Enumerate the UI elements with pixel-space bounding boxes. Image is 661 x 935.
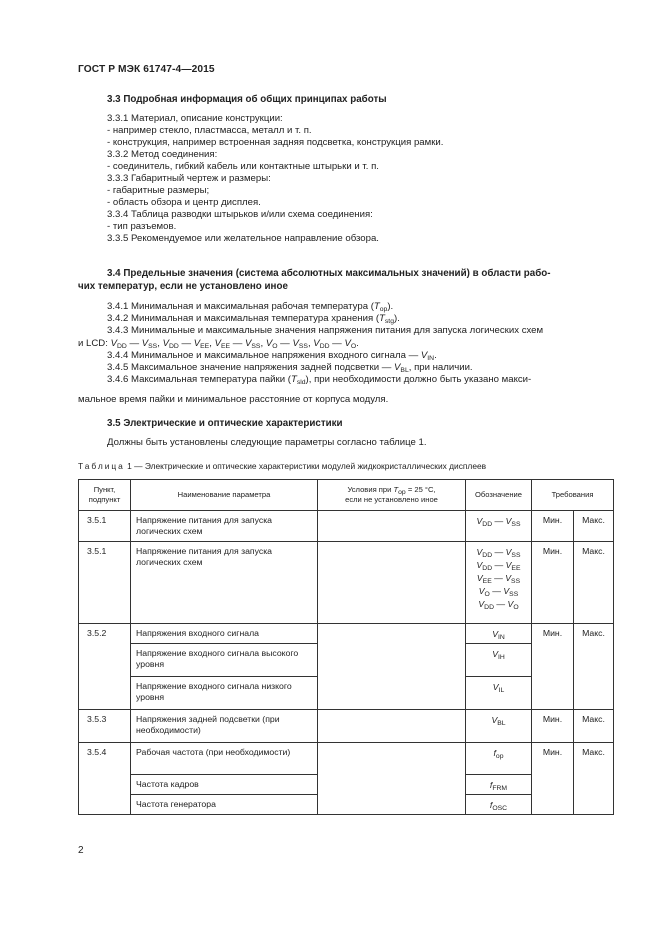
section-3-3-body	[107, 113, 443, 245]
section-3-4-body	[107, 301, 543, 337]
header-item: Пункт, подпункт	[79, 480, 131, 511]
text-line: 3.3.4 Таблица разводки штырьков и/или схема соединения:	[107, 209, 373, 220]
designation-cell: $f_{op}$	[466, 743, 532, 775]
designation-cell: $V_{IH}$	[466, 644, 532, 677]
item-number: 3.5.1	[79, 511, 131, 542]
conditions-cell	[318, 542, 466, 624]
para-3-4-2: 3.4.2 Минимальная и максимальная температура хранения $(T_{stg})$.	[107, 313, 400, 325]
para-3-4-1: 3.4.1 Минимальная и максимальная рабочая температура $(T_{op})$.	[107, 301, 394, 313]
table-row	[79, 710, 614, 743]
text-line: - габаритные размеры;	[107, 185, 210, 196]
conditions-cell	[318, 710, 466, 743]
table-row	[79, 743, 614, 775]
min-cell: Мин.	[532, 710, 574, 743]
max-cell: Макс.	[574, 511, 614, 542]
document-header: ГОСТ Р МЭК 61747-4—2015	[78, 64, 215, 75]
text-line: - область обзора и центр дисплея.	[107, 197, 261, 208]
section-3-5-heading: 3.5 Электрические и оптические характеристики	[107, 418, 343, 429]
table-row	[79, 542, 614, 624]
designation-cell: $f_{OSC}$	[466, 795, 532, 815]
max-cell: Макс.	[574, 624, 614, 710]
text-line: 3.3.2 Метод соединения:	[107, 149, 218, 160]
designation-cell: $f_{FRM}$	[466, 775, 532, 795]
text-line: - тип разъемов.	[107, 221, 177, 232]
para-3-4-4: 3.4.4 Минимальное и максимальное напряжения входного сигнала — $V_{IN}$.	[107, 350, 437, 362]
text-line: 3.3.1 Материал, описание конструкции:	[107, 113, 283, 124]
designation-line: $V_O$ — $V_{SS}$	[478, 586, 519, 598]
table-header-row	[79, 480, 614, 511]
max-cell: Макс.	[574, 542, 614, 624]
header-conditions: Условия при $T_{op} = 25$ °С, если не установлено иное	[318, 480, 466, 511]
designation-line: $V_{DD}$ — $V_O$	[478, 599, 519, 611]
designation-cell	[466, 542, 532, 624]
table-caption: Таблица 1 — Электрические и оптические характеристики модулей жидкокристаллических дисплеев	[78, 461, 487, 471]
max-cell: Макс.	[574, 743, 614, 815]
designation-cell: $V_{IL}$	[466, 677, 532, 710]
text-line: 3.3.5 Рекомендуемое или желательное направление обзора.	[107, 233, 379, 244]
designation-line: $V_{EE}$ — $V_{SS}$	[476, 573, 521, 585]
page-number: 2	[78, 845, 84, 856]
conditions-cell	[318, 743, 466, 815]
header-requirements: Требования	[532, 480, 614, 511]
item-number: 3.5.1	[79, 542, 131, 624]
section-3-5-intro: Должны быть установлены следующие параметры согласно таблице 1.	[107, 437, 427, 448]
parameter-name: Частота кадров	[131, 775, 318, 795]
text-line: 3.3.3 Габаритный чертеж и размеры:	[107, 173, 271, 184]
parameter-name: Напряжение входного сигнала низкого уровня	[131, 677, 318, 710]
item-number: 3.5.2	[79, 624, 131, 710]
designation-cell: $V_{DD}$ — $V_{SS}$	[466, 511, 532, 542]
parameter-name: Частота генератора	[131, 795, 318, 815]
parameter-name: Напряжение питания для запуска логических схем	[131, 542, 318, 624]
section-3-4-body-2	[107, 350, 531, 386]
table-row	[79, 624, 614, 644]
characteristics-table	[78, 479, 614, 815]
para-3-4-6-cont: мальное время пайки и минимальное расстояние от корпуса модуля.	[78, 394, 389, 405]
section-3-3-heading: 3.3 Подробная информация об общих принципах работы	[107, 94, 387, 105]
parameter-name: Рабочая частота (при необходимости)	[131, 743, 318, 775]
section-3-4-heading-line2: чих температур, если не установлено иное	[78, 281, 288, 292]
para-3-4-3-cont: и LCD: $V_{DD}$ — $V_{SS}$, $V_{DD}$ — $V_{EE}$, $V_{EE}$ — $V_{SS}$, $V_O$ — $V_{SS}$, $V_{DD}$ — $V_O$.	[78, 338, 359, 350]
para-3-4-6: 3.4.6 Максимальная температура пайки $(T_{sld})$, при необходимости должно быть указано макси-	[107, 374, 532, 386]
min-cell: Мин.	[532, 743, 574, 815]
header-designation: Обозначение	[466, 480, 532, 511]
text-line: - конструкция, например встроенная задняя подсветка, конструкция рамки.	[107, 137, 444, 148]
text-line: - например стекло, пластмасса, металл и т. п.	[107, 125, 312, 136]
parameter-name: Напряжения входного сигнала	[131, 624, 318, 644]
table-row	[79, 511, 614, 542]
designation-cell: $V_{BL}$	[466, 710, 532, 743]
conditions-cell	[318, 624, 466, 710]
para-3-4-3: 3.4.3 Минимальные и максимальные значения напряжения питания для запуска логических схем	[107, 325, 544, 336]
designation-line: $V_{DD}$ — $V_{SS}$	[476, 547, 521, 559]
min-cell: Мин.	[532, 542, 574, 624]
min-cell: Мин.	[532, 511, 574, 542]
parameter-name: Напряжение входного сигнала высокого уровня	[131, 644, 318, 677]
designation-cell: $V_{IN}$	[466, 624, 532, 644]
min-cell: Мин.	[532, 624, 574, 710]
conditions-cell	[318, 511, 466, 542]
parameter-name: Напряжение питания для запуска логических схем	[131, 511, 318, 542]
designation-line: $V_{DD}$ — $V_{EE}$	[476, 560, 521, 572]
para-3-4-5: 3.4.5 Максимальное значение напряжения задней подсветки — $V_{BL}$, при наличии.	[107, 362, 473, 374]
text-line: - соединитель, гибкий кабель или контактные штырьки и т. п.	[107, 161, 379, 172]
max-cell: Макс.	[574, 710, 614, 743]
parameter-name: Напряжения задней подсветки (при необходимости)	[131, 710, 318, 743]
section-3-4-heading-line1: 3.4 Предельные значения (система абсолютных максимальных значений) в области рабо-	[107, 268, 551, 279]
header-name: Наименование параметра	[131, 480, 318, 511]
voltage-pairs: $V_{DD}$ — $V_{SS}$, $V_{DD}$ — $V_{EE}$, $V_{EE}$ — $V_{SS}$, $V_O$ — $V_{SS}$, $V_{DD}$ — $V_O$	[110, 338, 357, 350]
item-number: 3.5.3	[79, 710, 131, 743]
item-number: 3.5.4	[79, 743, 131, 815]
